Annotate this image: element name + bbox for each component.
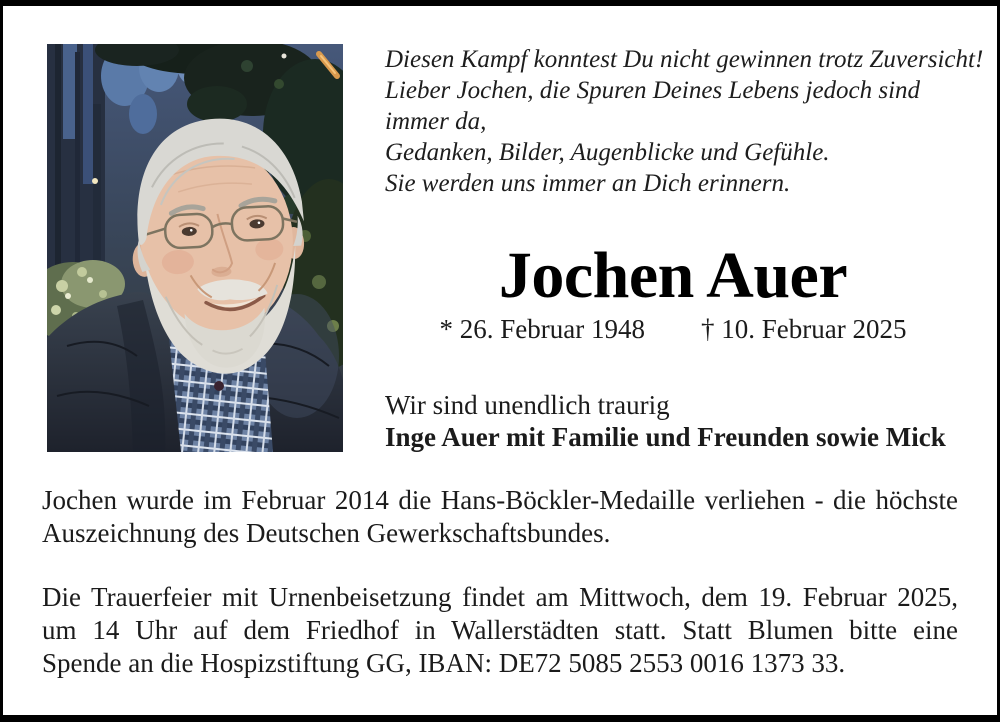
life-dates xyxy=(385,314,961,345)
mourning-block xyxy=(385,389,961,453)
portrait-photo xyxy=(47,44,343,452)
poem-line-5: Sie werden uns immer an Dich erinnern. xyxy=(385,170,791,197)
shirt-button xyxy=(214,381,224,391)
poem-line-1: Diesen Kampf konntest Du nicht gewinnen trotz Zuversicht! xyxy=(385,46,984,73)
funeral-line-1: Die Trauerfeier mit Urnenbeisetzung findet am Mittwoch, dem 19. Februar 2025, xyxy=(42,582,958,612)
funeral-paragraph xyxy=(42,581,958,680)
deceased-name: Jochen Auer xyxy=(498,239,848,312)
poem-line-3: immer da, xyxy=(385,108,487,135)
honor-paragraph xyxy=(42,484,958,550)
poem-line-4: Gedanken, Bilder, Augenblicke und Gefühle. xyxy=(385,139,830,166)
funeral-line-3: Spende an die Hospizstiftung GG, IBAN: DE72 5085 2553 0016 1373 33. xyxy=(42,648,846,678)
death-date: † 10. Februar 2025 xyxy=(701,314,907,344)
poem-line-2: Lieber Jochen, die Spuren Deines Lebens jedoch sind xyxy=(385,77,921,104)
notice-body xyxy=(42,484,958,680)
family-line: Inge Auer mit Familie und Freunden sowie Mick xyxy=(385,422,946,452)
farewell-poem xyxy=(385,44,984,199)
birth-date: * 26. Februar 1948 xyxy=(439,314,645,344)
portrait-photo-illustration xyxy=(47,44,343,452)
mourning-line: Wir sind unendlich traurig xyxy=(385,390,670,420)
honor-line-2: Auszeichnung des Deutschen Gewerkschaftsbundes. xyxy=(42,518,611,548)
funeral-line-2: um 14 Uhr auf dem Friedhof in Wallerstädten statt. Statt Blumen bitte eine xyxy=(42,615,958,645)
honor-line-1: Jochen wurde im Februar 2014 die Hans-Böckler-Medaille verliehen - die höchste xyxy=(42,485,958,515)
